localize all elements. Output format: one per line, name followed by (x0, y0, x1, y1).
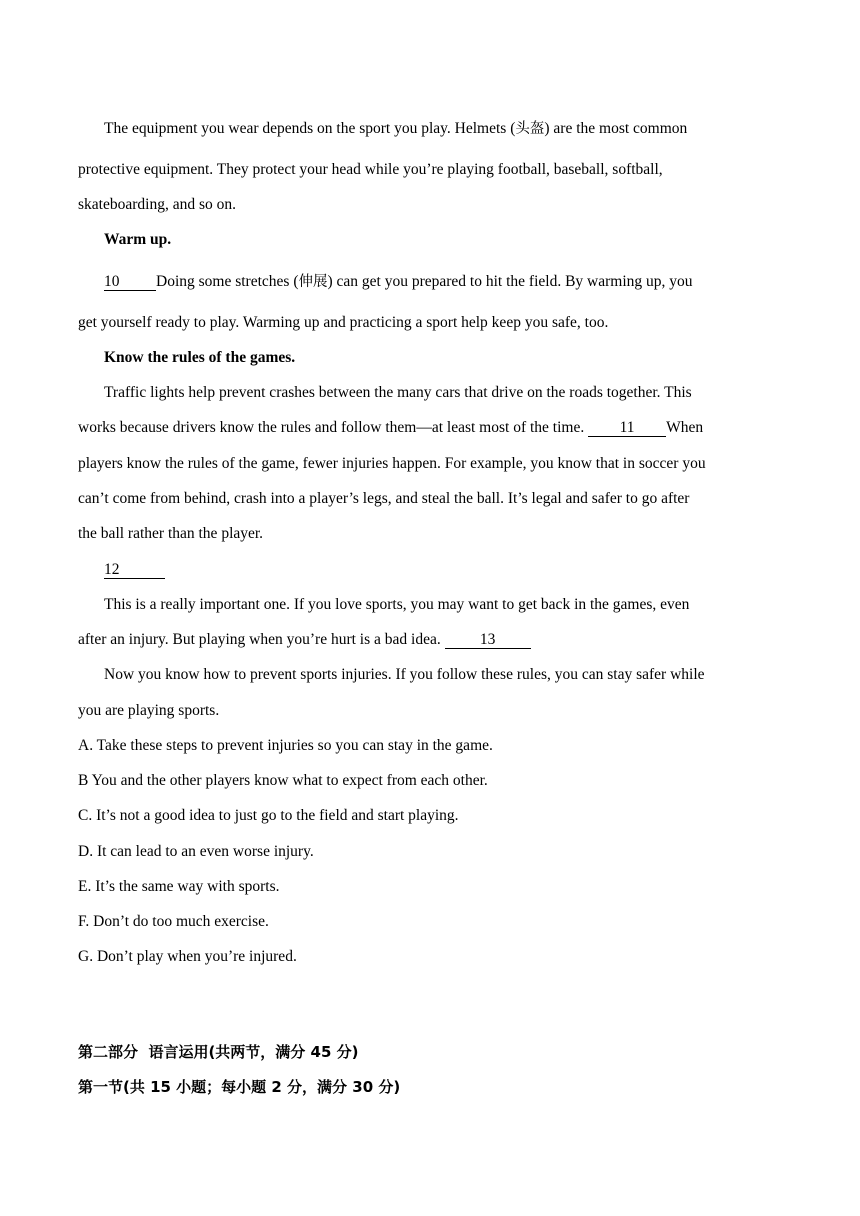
paragraph-conclusion-line-1: Now you know how to prevent sports injuries. If you follow these rules, you can stay safer while (104, 666, 705, 683)
chinese-gloss: 头盔 (515, 121, 545, 137)
paragraph-equipment-line-1 (104, 119, 687, 139)
option-g: G. Don’t play when you’re injured. (78, 948, 297, 965)
paragraph-injury-line-1: This is a really important one. If you love sports, you may want to get back in the games, even (104, 596, 690, 613)
text: ) can get you prepared to hit the field. By warming up, you (327, 273, 693, 290)
option-a: A. Take these steps to prevent injuries so you can stay in the game. (78, 737, 493, 754)
paragraph-injury-line-2 (78, 630, 531, 650)
text: Doing some stretches ( (156, 273, 299, 290)
heading-rules: Know the rules of the games. (104, 349, 296, 366)
text: The equipment you wear depends on the sport you play. Helmets ( (104, 120, 516, 137)
paragraph-rules-line-3: players know the rules of the game, fewer injuries happen. For example, you know that in soccer you (78, 455, 706, 472)
answer-blank-13: 13 (445, 631, 531, 649)
text: ) are the most common (544, 120, 688, 137)
option-d: D. It can lead to an even worse injury. (78, 843, 314, 860)
text: works because drivers know the rules and follow them—at least most of the time. (78, 419, 589, 436)
part-two-title: 第二部分 语言运用(共两节，满分 45 分) (78, 1043, 359, 1061)
paragraph-rules-line-4: can’t come from behind, crash into a player’s legs, and steal the ball. It’s legal and safer to go after (78, 490, 690, 507)
answer-blank-10: 10 (104, 273, 156, 291)
paragraph-warm-up-line-2: get yourself ready to play. Warming up and practicing a sport help keep you safe, too. (78, 314, 609, 331)
answer-blank-11: 11 (588, 419, 666, 437)
paragraph-conclusion-line-2: you are playing sports. (78, 702, 220, 719)
answer-blank-12: 12 (104, 561, 165, 579)
option-e: E. It’s the same way with sports. (78, 878, 280, 895)
option-b: B You and the other players know what to expect from each other. (78, 772, 488, 789)
option-c: C. It’s not a good idea to just go to the field and start playing. (78, 807, 459, 824)
paragraph-rules-line-5: the ball rather than the player. (78, 525, 264, 542)
chinese-gloss: 伸展 (298, 274, 328, 290)
paragraph-rules-line-2 (78, 418, 703, 438)
blank-12-line (104, 560, 165, 580)
paragraph-rules-line-1: Traffic lights help prevent crashes between the many cars that drive on the roads together. This (104, 384, 692, 401)
section-one-title: 第一节(共 15 小题；每小题 2 分，满分 30 分) (78, 1078, 401, 1096)
text: after an injury. But playing when you’re hurt is a bad idea. (78, 631, 445, 648)
paragraph-warm-up-line-1 (104, 272, 693, 292)
option-f: F. Don’t do too much exercise. (78, 913, 269, 930)
text: When (666, 419, 704, 436)
paragraph-equipment-line-2: protective equipment. They protect your head while you’re playing football, baseball, softball, (78, 161, 663, 178)
paragraph-equipment-line-3: skateboarding, and so on. (78, 196, 236, 213)
heading-warm-up: Warm up. (104, 231, 172, 248)
